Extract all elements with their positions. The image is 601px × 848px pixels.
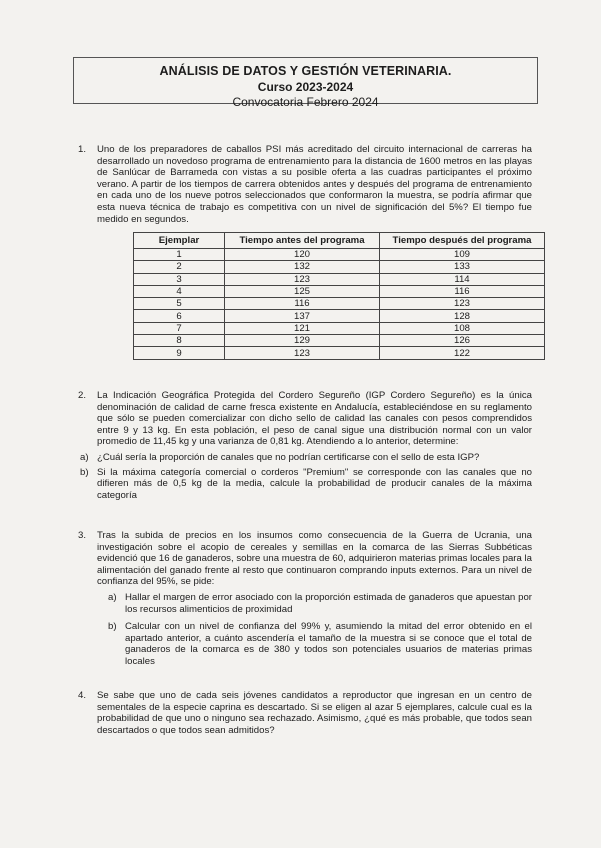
sub-question-a bbox=[108, 591, 532, 615]
table-cell: 121 bbox=[225, 322, 380, 334]
sub-text: Hallar el margen de error asociado con la proporción estimada de ganaderos que apuestan por los recursos alimenticios de proximidad bbox=[125, 591, 532, 615]
sub-text: Calcular con un nivel de confianza del 99% y, asumiendo la mitad del error obtenido en el apartado anterior, a cuánto ascendería el tamaño de la muestra si se conoce que el total de ganaderos de la comarca es de 380 y todos son potenciales usuarios de materias primas locales bbox=[125, 621, 532, 667]
exam-session: Convocatoria Febrero 2024 bbox=[232, 95, 379, 109]
table-cell: 2 bbox=[134, 261, 225, 273]
question-number: 4. bbox=[78, 690, 87, 701]
sub-question-a bbox=[80, 451, 532, 464]
column-header: Tiempo después del programa bbox=[380, 233, 545, 249]
sub-letter: b) bbox=[80, 466, 89, 478]
table-cell: 123 bbox=[380, 298, 545, 310]
column-header: Ejemplar bbox=[134, 233, 225, 249]
table-row bbox=[134, 347, 545, 359]
table-cell: 126 bbox=[380, 335, 545, 347]
sub-question-b bbox=[108, 621, 532, 667]
table-row bbox=[134, 285, 545, 297]
question-text: Se sabe que uno de cada seis jóvenes candidatos a reproductor que ingresan en un centro de sementales de la especie caprina es descartado. Si se eligen al azar 5 ejemplares, calcule cual es la probabilidad de que uno o ninguno sea rechazado. Asimismo, ¿qué es más probable, que todos sean descartados o que todos sean admitidos? bbox=[97, 690, 532, 736]
sub-text: ¿Cuál sería la proporción de canales que no podrían certificarse con el sello de esta IGP? bbox=[97, 451, 480, 463]
question-number: 2. bbox=[78, 390, 87, 401]
question-2 bbox=[78, 390, 532, 501]
sub-letter: b) bbox=[108, 621, 117, 633]
column-header: Tiempo antes del programa bbox=[225, 233, 380, 249]
table-row bbox=[134, 249, 545, 261]
table-cell: 128 bbox=[380, 310, 545, 322]
question-text: Uno de los preparadores de caballos PSI más acreditado del circuito internacional de carreras ha desarrollado un novedoso programa de entrenamiento para la distancia de 1600 metros en las playas de Sanlúcar de Barrameda con vistas a su posible oferta a las cuadras participantes el próximo verano. A partir de los tiempos de carrera obtenidos antes y después del programa de entrenamiento en cada uno de los nueve potros seleccionados que conformaron la muestra, se podría afirmar que esta nueva técnica de trabajo es competitiva con un nivel de significación del 5%? El tiempo fue medido en segundos. bbox=[97, 144, 532, 225]
table-cell: 116 bbox=[225, 298, 380, 310]
table-row bbox=[134, 261, 545, 273]
table-cell: 108 bbox=[380, 322, 545, 334]
table-row bbox=[134, 298, 545, 310]
table-cell: 125 bbox=[225, 285, 380, 297]
table-cell: 109 bbox=[380, 249, 545, 261]
table-cell: 9 bbox=[134, 347, 225, 359]
table-row bbox=[134, 310, 545, 322]
table-cell: 3 bbox=[134, 273, 225, 285]
table-cell: 133 bbox=[380, 261, 545, 273]
question-text: Tras la subida de precios en los insumos como consecuencia de la Guerra de Ucrania, una investigación sobre el acopio de cereales y semillas en la comarca de las Sierras Subbéticas evidenció que 16 de ganaderos, sobre una muestra de 60, adquirieron materias primas locales para la alimentación del ganado frente al resto que continuaron comprando inputs externos. Para un nivel de confianza del 95%, se pide: bbox=[97, 530, 532, 588]
table-cell: 137 bbox=[225, 310, 380, 322]
race-times-table bbox=[133, 232, 545, 360]
question-4 bbox=[78, 690, 532, 736]
question-number: 3. bbox=[78, 530, 87, 541]
question-text: La Indicación Geográfica Protegida del Cordero Segureño (IGP Cordero Segureño) es la única denominación de calidad de carne fresca existente en Andalucía, estableciéndose en su reglamento que sólo se pueden comercializar con dicho sello de calidad las canales con pesos comprendidos entre 9 y 13 kg. En esta población, el peso de canal sigue una distribución normal con un valor promedio de 11,45 kg y una varianza de 0,81 kg. Atendiendo a lo anterior, determine: bbox=[97, 390, 532, 448]
table-cell: 1 bbox=[134, 249, 225, 261]
exam-title: ANÁLISIS DE DATOS Y GESTIÓN VETERINARIA. bbox=[159, 64, 452, 78]
sub-text: Si la máxima categoría comercial o corderos "Premium" se corresponde con las canales que no difieren más de 0,5 kg de la media, calcule la probabilidad de producir canales de la máxima categoría bbox=[97, 466, 532, 501]
question-3 bbox=[78, 530, 532, 668]
table-cell: 4 bbox=[134, 285, 225, 297]
sub-letter: a) bbox=[80, 451, 89, 463]
table-cell: 5 bbox=[134, 298, 225, 310]
table-cell: 120 bbox=[225, 249, 380, 261]
question-1 bbox=[78, 144, 532, 225]
table-header-row bbox=[134, 233, 545, 249]
table-row bbox=[134, 335, 545, 347]
question-number: 1. bbox=[78, 144, 87, 155]
table-cell: 8 bbox=[134, 335, 225, 347]
table-cell: 116 bbox=[380, 285, 545, 297]
table-cell: 129 bbox=[225, 335, 380, 347]
table-cell: 7 bbox=[134, 322, 225, 334]
table-cell: 114 bbox=[380, 273, 545, 285]
sub-letter: a) bbox=[108, 591, 117, 603]
exam-header bbox=[73, 57, 538, 109]
table-row bbox=[134, 322, 545, 334]
table-cell: 132 bbox=[225, 261, 380, 273]
table-cell: 123 bbox=[225, 273, 380, 285]
exam-course: Curso 2023-2024 bbox=[257, 80, 354, 94]
table-row bbox=[134, 273, 545, 285]
table-cell: 6 bbox=[134, 310, 225, 322]
sub-question-b bbox=[80, 466, 532, 502]
table-cell: 123 bbox=[225, 347, 380, 359]
table-cell: 122 bbox=[380, 347, 545, 359]
